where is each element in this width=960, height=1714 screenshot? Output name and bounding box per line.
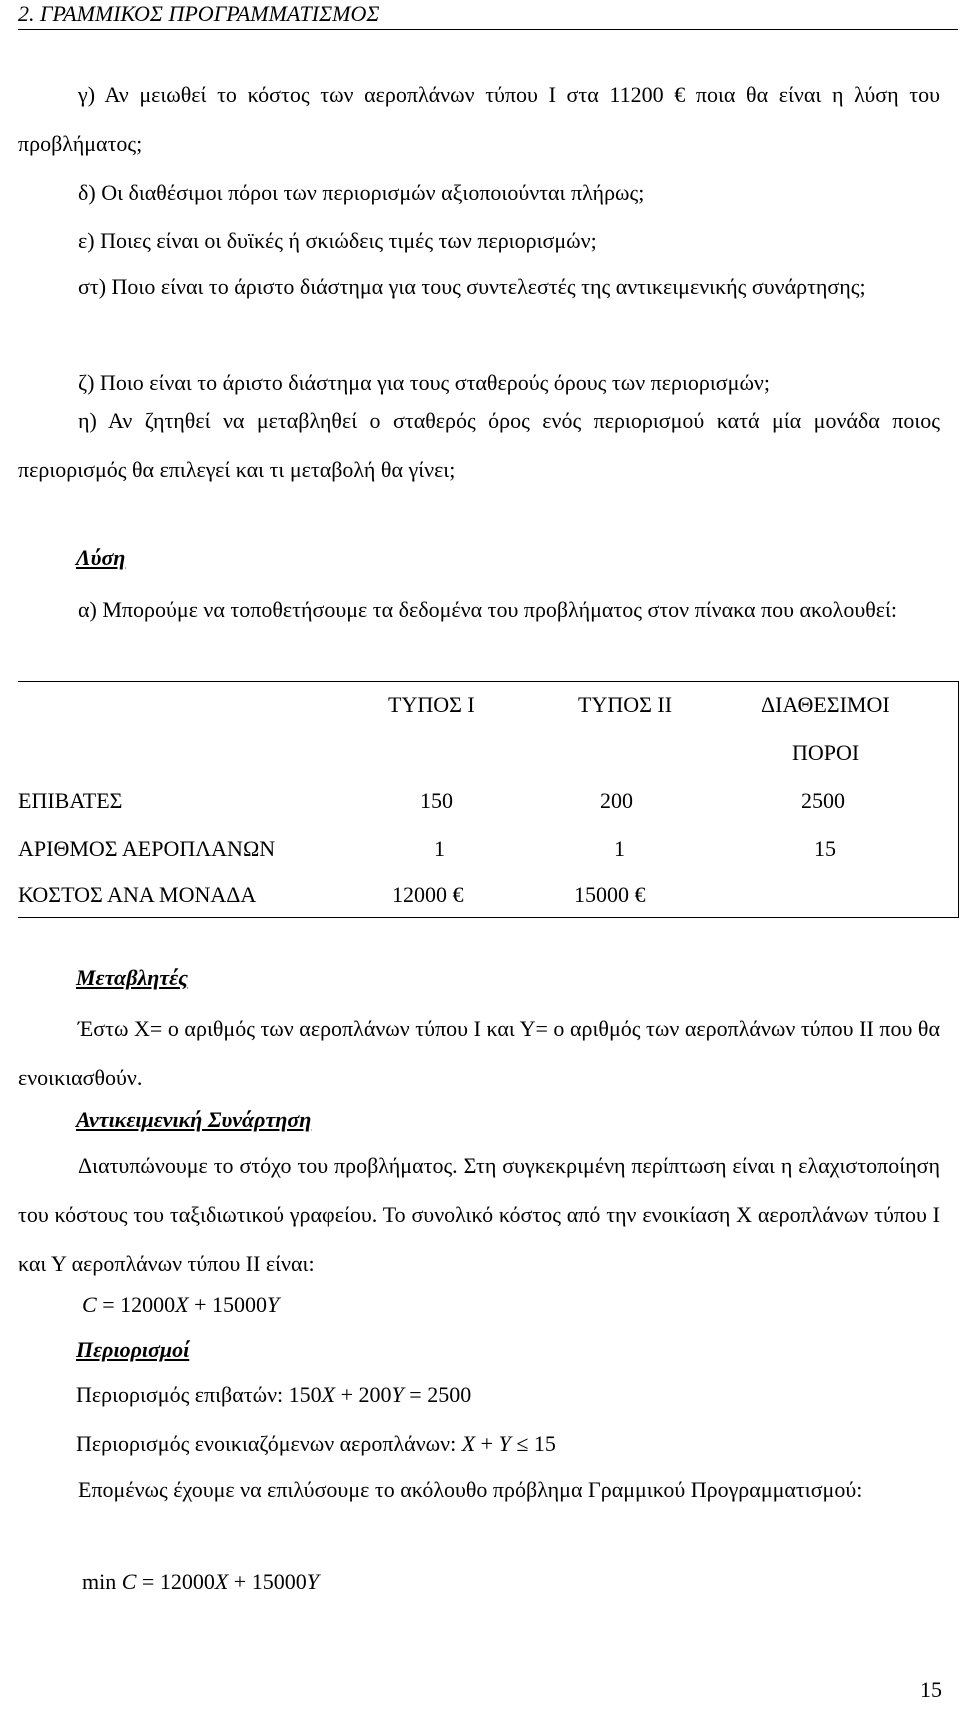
objective-heading: Αντικειμενική Συνάρτηση	[76, 1107, 312, 1132]
constraint-planes	[76, 1429, 556, 1459]
header-rule	[18, 29, 958, 30]
formula-symbol: ≤	[516, 1431, 529, 1456]
formula-symbol: Y	[498, 1431, 511, 1456]
objective-text	[18, 1141, 940, 1288]
formula-symbol: 200	[358, 1382, 392, 1407]
table-header-type2: ΤΥΠΟΣ ΙΙ	[578, 692, 673, 717]
final-objective	[82, 1567, 319, 1597]
formula-symbol: +	[194, 1292, 207, 1317]
formula-symbol: 12000	[159, 1569, 215, 1594]
table-cell: 15	[814, 836, 836, 861]
table-row-label: ΑΡΙΘΜΟΣ ΑΕΡΟΠΛΑΝΩΝ	[18, 836, 276, 861]
table-cell: 1	[614, 836, 625, 861]
formula-symbol: Y	[391, 1382, 404, 1407]
solution-heading: Λύση	[76, 545, 126, 570]
objective-formula	[82, 1290, 279, 1320]
formula-symbol: X	[321, 1382, 336, 1407]
data-table	[18, 681, 959, 918]
formula-symbol: 2500	[427, 1382, 472, 1407]
formula-symbol: C	[82, 1292, 97, 1317]
table-row-label: ΕΠΙΒΑΤΕΣ	[18, 788, 123, 813]
constraint-label: Περιορισμός ενοικιαζόμενων αεροπλάνων:	[76, 1431, 457, 1456]
conclusion-text	[18, 1465, 940, 1514]
formula-symbol: 15	[533, 1431, 556, 1456]
question-z: ζ) Ποιο είναι το άριστο διάστημα για τους σταθερούς όρους των περιορισμών;	[78, 370, 770, 395]
question-st-text: στ) Ποιο είναι το άριστο διάστημα για τους συντελεστές της αντικειμενικής συνάρτησης;	[78, 274, 866, 299]
formula-symbol: X	[214, 1569, 229, 1594]
formula-symbol: 15000	[251, 1569, 307, 1594]
question-e: ε) Ποιες είναι οι δυϊκές ή σκιώδεις τιμές των περιορισμών;	[78, 228, 597, 253]
question-g-text: γ) Αν μειωθεί το κόστος των αεροπλάνων τύπου Ι στα 11200 € ποια θα είναι η λύση του προβλήματος;	[18, 82, 940, 156]
formula-symbol: +	[480, 1431, 494, 1456]
page-number: 15	[920, 1677, 942, 1702]
variables-text-content: Έστω Χ= ο αριθμός των αεροπλάνων τύπου Ι και Υ= ο αριθμός των αεροπλάνων τύπου ΙΙ που θα ενοικιασθούν.	[18, 1016, 940, 1090]
question-g	[18, 70, 940, 168]
table-row-label: ΚΟΣΤΟΣ ΑΝΑ ΜΟΝΑΔΑ	[18, 882, 257, 907]
formula-symbol: min	[82, 1569, 117, 1594]
formula-symbol: =	[141, 1569, 155, 1594]
table-header-resources-2: ΠΟΡΟΙ	[792, 740, 860, 765]
chapter-header: 2. ΓΡΑΜΜΙΚΟΣ ΠΡΟΓΡΑΜΜΑΤΙΣΜΟΣ	[18, 1, 380, 26]
variables-text	[18, 1004, 940, 1102]
formula-symbol: 150	[288, 1382, 322, 1407]
table-header-resources-1: ΔΙΑΘΕΣΙΜΟΙ	[761, 692, 890, 717]
formula-symbol: Y	[306, 1569, 319, 1594]
formula-symbol: 12000	[120, 1292, 176, 1317]
constraint-label: Περιορισμός επιβατών:	[76, 1382, 284, 1407]
formula-symbol: X	[461, 1431, 476, 1456]
formula-symbol: =	[102, 1292, 115, 1317]
table-cell: 12000 €	[392, 882, 464, 907]
table-cell: 200	[600, 788, 633, 813]
table-cell: 150	[420, 788, 453, 813]
formula-symbol: +	[233, 1569, 247, 1594]
formula-symbol: Y	[266, 1292, 280, 1317]
constraint-passengers	[76, 1380, 471, 1410]
formula-symbol: 15000	[211, 1292, 267, 1317]
question-d: δ) Οι διαθέσιμοι πόροι των περιορισμών αξιοποιούνται πλήρως;	[78, 180, 645, 205]
variables-heading: Μεταβλητές	[76, 965, 188, 990]
objective-text-content: Διατυπώνουμε το στόχο του προβλήματος. Στη συγκεκριμένη περίπτωση είναι η ελαχιστοποίηση του κόστους του ταξιδιωτικού γραφείου. Το συνολικό κόστος από την ενοικίαση Χ αεροπλάνων τύπου Ι και Υ αεροπλάνων τύπου ΙΙ είναι:	[18, 1153, 940, 1276]
formula-symbol: C	[121, 1569, 137, 1594]
table-cell: 2500	[801, 788, 845, 813]
question-h-text: η) Αν ζητηθεί να μεταβληθεί ο σταθερός όρος ενός περιορισμού κατά μία μονάδα ποιος περιορισμός θα επιλεγεί και τι μεταβολή θα γίνει;	[18, 408, 940, 482]
solution-intro-text: α) Μπορούμε να τοποθετήσουμε τα δεδομένα του προβλήματος στον πίνακα που ακολουθεί:	[78, 597, 898, 622]
question-st	[18, 262, 940, 311]
table-cell: 15000 €	[574, 882, 646, 907]
solution-intro	[18, 585, 940, 634]
formula-symbol: +	[340, 1382, 354, 1407]
conclusion-text-content: Επομένως έχουμε να επιλύσουμε το ακόλουθο πρόβλημα Γραμμικού Προγραμματισμού:	[78, 1477, 863, 1502]
table-header-type1: ΤΥΠΟΣ Ι	[388, 692, 475, 717]
formula-symbol: X	[175, 1292, 189, 1317]
table-cell: 1	[434, 836, 445, 861]
question-h	[18, 396, 940, 494]
formula-symbol: =	[409, 1382, 422, 1407]
constraints-heading: Περιορισμοί	[76, 1337, 190, 1362]
